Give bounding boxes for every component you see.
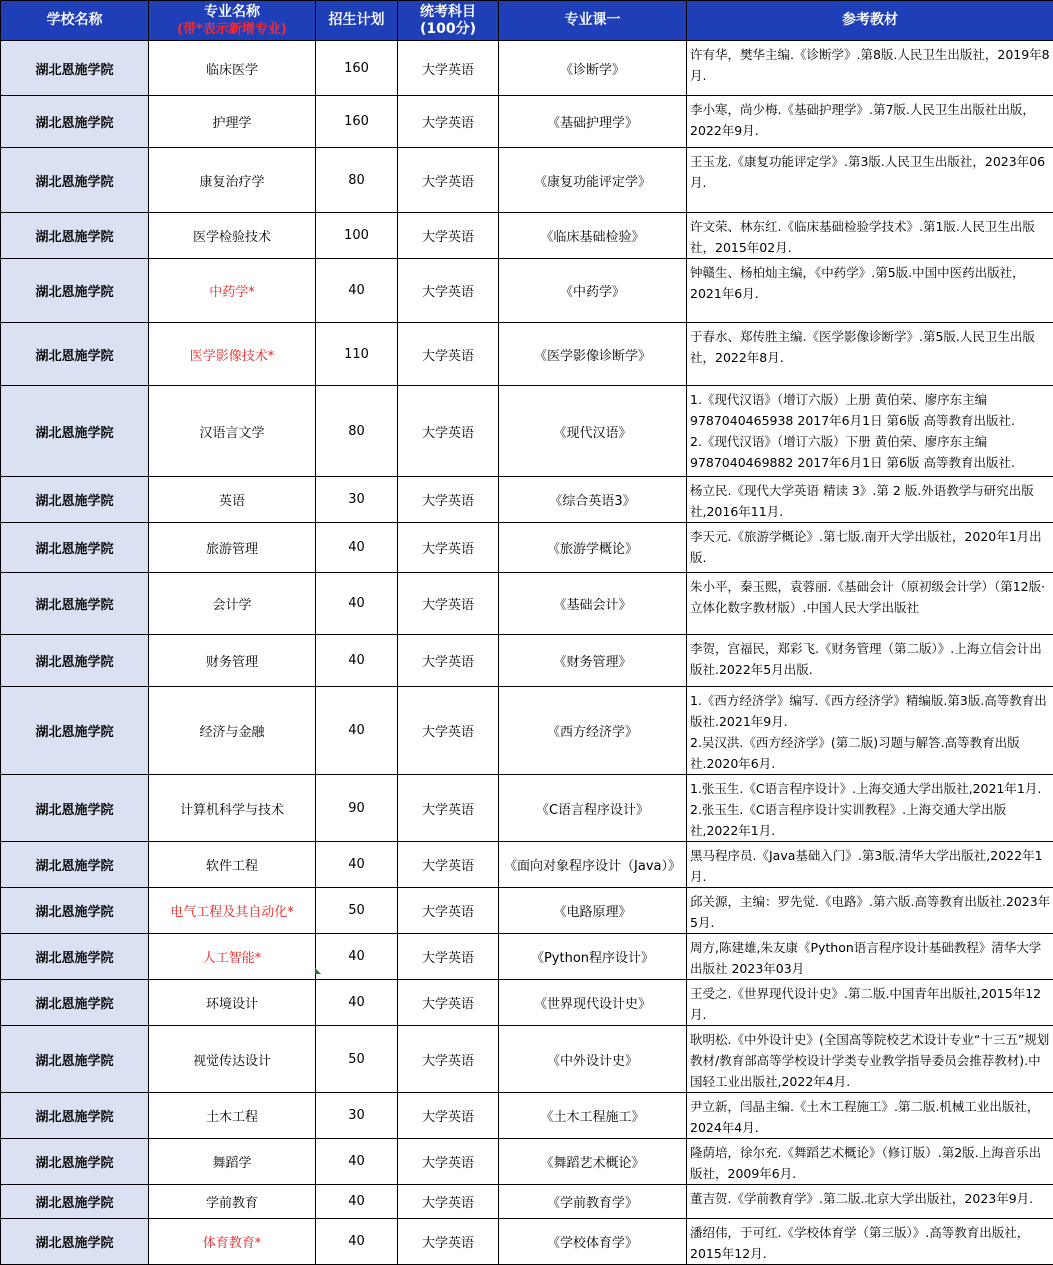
major-cell: 舞蹈学 (149, 1139, 316, 1185)
major-cell: 英语 (149, 477, 316, 523)
school-cell: 湖北恩施学院 (1, 323, 149, 386)
plan-cell: 40 (316, 934, 398, 980)
course-cell: 《中药学》 (499, 259, 687, 323)
header-books: 参考教材 (687, 1, 1053, 41)
course-cell: 《C语言程序设计》 (499, 775, 687, 842)
school-cell: 湖北恩施学院 (1, 687, 149, 775)
header-major-label: 专业名称 (204, 4, 260, 20)
plan-cell: 80 (316, 386, 398, 477)
books-cell: 1.张玉生.《C语言程序设计》.上海交通大学出版社,2021年1月. 2.张玉生.《C语言程序设计实训教程》.上海交通大学出版社,2022年1月. (687, 775, 1053, 842)
major-cell: 软件工程 (149, 842, 316, 888)
plan-cell: 40 (316, 1139, 398, 1185)
plan-cell: 40 (316, 635, 398, 687)
plan-cell: 50 (316, 1026, 398, 1093)
school-cell: 湖北恩施学院 (1, 1139, 149, 1185)
school-cell: 湖北恩施学院 (1, 386, 149, 477)
plan-cell: 110 (316, 323, 398, 386)
exam-cell: 大学英语 (398, 934, 499, 980)
major-cell: 会计学 (149, 573, 316, 635)
major-cell: 体育教育* (149, 1219, 316, 1265)
major-cell: 中药学* (149, 259, 316, 323)
books-cell: 周方,陈建雄,朱友康《Python语言程序设计基础教程》清华大学出版社 2023年03月 (687, 934, 1053, 980)
course-cell: 《综合英语3》 (499, 477, 687, 523)
school-cell: 湖北恩施学院 (1, 148, 149, 213)
header-school: 学校名称 (1, 1, 149, 41)
books-cell: 王玉龙.《康复功能评定学》.第3版.人民卫生出版社，2023年06月. (687, 148, 1053, 213)
major-cell: 医学检验技术 (149, 213, 316, 259)
books-cell: 邱关源，主编：罗先觉.《电路》.第六版.高等教育出版社.2023年5月. (687, 888, 1053, 934)
books-cell: 许文荣、林东红.《临床基础检验学技术》.第1版.人民卫生出版社，2015年02月. (687, 213, 1053, 259)
books-cell: 杨立民.《现代大学英语 精读 3》.第 2 版.外语教学与研究出版社,2016年11月. (687, 477, 1053, 523)
major-cell: 护理学 (149, 96, 316, 148)
school-cell: 湖北恩施学院 (1, 934, 149, 980)
plan-cell: 90 (316, 775, 398, 842)
table-row (1, 1219, 1053, 1265)
header-row (1, 1, 1053, 41)
exam-cell: 大学英语 (398, 1026, 499, 1093)
exam-cell: 大学英语 (398, 1219, 499, 1265)
plan-cell: 40 (316, 687, 398, 775)
major-cell: 财务管理 (149, 635, 316, 687)
course-cell: 《学前教育学》 (499, 1185, 687, 1219)
exam-cell: 大学英语 (398, 477, 499, 523)
table-row (1, 980, 1053, 1026)
plan-cell: 50 (316, 888, 398, 934)
table-row (1, 888, 1053, 934)
books-cell: 朱小平，秦玉熙，袁蓉丽.《基础会计（原初级会计学）（第12版·立体化数字教材版）.中国人民大学出版社 (687, 573, 1053, 635)
major-cell: 土木工程 (149, 1093, 316, 1139)
school-cell: 湖北恩施学院 (1, 1219, 149, 1265)
school-cell: 湖北恩施学院 (1, 842, 149, 888)
course-cell: 《土木工程施工》 (499, 1093, 687, 1139)
plan-cell: 100 (316, 213, 398, 259)
header-exam-score: (100分) (398, 21, 498, 38)
major-cell: 电气工程及其自动化* (149, 888, 316, 934)
exam-cell: 大学英语 (398, 1093, 499, 1139)
exam-cell: 大学英语 (398, 1185, 499, 1219)
course-cell: 《Python程序设计》 (499, 934, 687, 980)
course-cell: 《现代汉语》 (499, 386, 687, 477)
table-row (1, 323, 1053, 386)
course-cell: 《基础会计》 (499, 573, 687, 635)
plan-cell: 40 (316, 523, 398, 573)
exam-cell: 大学英语 (398, 1139, 499, 1185)
table-row (1, 775, 1053, 842)
table-row (1, 523, 1053, 573)
header-exam (398, 1, 499, 41)
table-row (1, 41, 1053, 96)
exam-cell: 大学英语 (398, 41, 499, 96)
table-row (1, 213, 1053, 259)
books-cell: 李小寒，尚少梅.《基础护理学》.第7版.人民卫生出版社出版，2022年9月. (687, 96, 1053, 148)
plan-cell: 40 (316, 1219, 398, 1265)
exam-cell: 大学英语 (398, 259, 499, 323)
course-cell: 《中外设计史》 (499, 1026, 687, 1093)
school-cell: 湖北恩施学院 (1, 523, 149, 573)
exam-cell: 大学英语 (398, 842, 499, 888)
plan-cell: 40 (316, 573, 398, 635)
plan-cell: 30 (316, 1093, 398, 1139)
course-cell: 《学校体育学》 (499, 1219, 687, 1265)
school-cell: 湖北恩施学院 (1, 1093, 149, 1139)
table-body (1, 41, 1053, 1265)
books-cell: 于春水、郑传胜主编.《医学影像诊断学》.第5版.人民卫生出版社，2022年8月. (687, 323, 1053, 386)
books-cell: 王受之.《世界现代设计史》.第二版.中国青年出版社,2015年12月. (687, 980, 1053, 1026)
course-cell: 《基础护理学》 (499, 96, 687, 148)
course-cell: 《面向对象程序设计（Java）》 (499, 842, 687, 888)
exam-cell: 大学英语 (398, 635, 499, 687)
course-cell: 《西方经济学》 (499, 687, 687, 775)
exam-cell: 大学英语 (398, 148, 499, 213)
course-cell: 《诊断学》 (499, 41, 687, 96)
major-cell: 医学影像技术* (149, 323, 316, 386)
table-row (1, 148, 1053, 213)
plan-cell: 40 (316, 1185, 398, 1219)
table-row (1, 477, 1053, 523)
cell-comment-marker (315, 968, 321, 974)
table-row (1, 687, 1053, 775)
school-cell: 湖北恩施学院 (1, 213, 149, 259)
plan-cell: 40 (316, 980, 398, 1026)
course-cell: 《临床基础检验》 (499, 213, 687, 259)
course-cell: 《旅游学概论》 (499, 523, 687, 573)
course-cell: 《财务管理》 (499, 635, 687, 687)
plan-cell: 160 (316, 96, 398, 148)
exam-cell: 大学英语 (398, 213, 499, 259)
course-cell: 《医学影像诊断学》 (499, 323, 687, 386)
major-cell: 汉语言文学 (149, 386, 316, 477)
table-row (1, 573, 1053, 635)
school-cell: 湖北恩施学院 (1, 477, 149, 523)
major-cell: 计算机科学与技术 (149, 775, 316, 842)
plan-cell: 40 (316, 259, 398, 323)
plan-cell: 40 (316, 842, 398, 888)
exam-cell: 大学英语 (398, 323, 499, 386)
table-row (1, 386, 1053, 477)
major-cell: 经济与金融 (149, 687, 316, 775)
plan-cell: 80 (316, 148, 398, 213)
course-cell: 《世界现代设计史》 (499, 980, 687, 1026)
exam-cell: 大学英语 (398, 573, 499, 635)
school-cell: 湖北恩施学院 (1, 888, 149, 934)
table-row (1, 1093, 1053, 1139)
major-cell: 环境设计 (149, 980, 316, 1026)
exam-cell: 大学英语 (398, 980, 499, 1026)
books-cell: 李天元.《旅游学概论》.第七版.南开大学出版社，2020年1月出版. (687, 523, 1053, 573)
header-exam-subject: 统考科目 (398, 4, 498, 21)
table-row (1, 259, 1053, 323)
header-major-note: (带*表示新增专业) (149, 21, 315, 38)
school-cell: 湖北恩施学院 (1, 41, 149, 96)
header-course: 专业课一 (499, 1, 687, 41)
school-cell: 湖北恩施学院 (1, 775, 149, 842)
books-cell: 潘绍伟，于可红.《学校体育学（第三版）》.高等教育出版社，2015年12月. (687, 1219, 1053, 1265)
header-plan: 招生计划 (316, 1, 398, 41)
books-cell: 钟赣生、杨柏灿主编，《中药学》.第5版.中国中医药出版社，2021年6月. (687, 259, 1053, 323)
major-cell: 康复治疗学 (149, 148, 316, 213)
major-cell: 旅游管理 (149, 523, 316, 573)
major-cell: 视觉传达设计 (149, 1026, 316, 1093)
table-row (1, 1139, 1053, 1185)
course-cell: 《电路原理》 (499, 888, 687, 934)
school-cell: 湖北恩施学院 (1, 980, 149, 1026)
plan-cell: 160 (316, 41, 398, 96)
school-cell: 湖北恩施学院 (1, 1026, 149, 1093)
books-cell: 李贺，宫福民，郑彩飞.《财务管理（第二版）》.上海立信会计出版社.2022年5月出版. (687, 635, 1053, 687)
table-row (1, 1026, 1053, 1093)
table-row (1, 1185, 1053, 1219)
school-cell: 湖北恩施学院 (1, 635, 149, 687)
books-cell: 隆荫培，徐尔充.《舞蹈艺术概论》（修订版）.第2版.上海音乐出版社，2009年6月. (687, 1139, 1053, 1185)
books-cell: 董吉贺.《学前教育学》.第二版.北京大学出版社，2023年9月. (687, 1185, 1053, 1219)
school-cell: 湖北恩施学院 (1, 1185, 149, 1219)
books-cell: 黑马程序员.《Java基础入门》.第3版.清华大学出版社,2022年1月. (687, 842, 1053, 888)
course-cell: 《舞蹈艺术概论》 (499, 1139, 687, 1185)
major-cell: 临床医学 (149, 41, 316, 96)
books-cell: 耿明松.《中外设计史》(全国高等院校艺术设计专业“十三五”规划教材/教育部高等学校设计学类专业教学指导委员会推荐教材).中国轻工业出版社,2022年4月. (687, 1026, 1053, 1093)
school-cell: 湖北恩施学院 (1, 259, 149, 323)
exam-cell: 大学英语 (398, 386, 499, 477)
header-major (149, 1, 316, 41)
books-cell: 1.《现代汉语》（增订六版）上册 黄伯荣、廖序东主编 9787040465938 2017年6月1日 第6版 高等教育出版社. 2.《现代汉语》（增订六版）下册 黄伯荣、廖序东主编 9787040469882 2017年6月1日 第6版 高等教育出版社. (687, 386, 1053, 477)
exam-cell: 大学英语 (398, 523, 499, 573)
exam-cell: 大学英语 (398, 687, 499, 775)
major-cell: 人工智能* (149, 934, 316, 980)
major-cell: 学前教育 (149, 1185, 316, 1219)
exam-cell: 大学英语 (398, 96, 499, 148)
table-row (1, 635, 1053, 687)
course-cell: 《康复功能评定学》 (499, 148, 687, 213)
school-cell: 湖北恩施学院 (1, 573, 149, 635)
table-row (1, 934, 1053, 980)
exam-cell: 大学英语 (398, 888, 499, 934)
table-row (1, 96, 1053, 148)
books-cell: 尹立新，闫晶主编.《土木工程施工》.第二版.机械工业出版社，2024年4月. (687, 1093, 1053, 1139)
table-row (1, 842, 1053, 888)
books-cell: 许有华，樊华主编.《诊断学》.第8版.人民卫生出版社，2019年8月. (687, 41, 1053, 96)
exam-cell: 大学英语 (398, 775, 499, 842)
books-cell: 1.《西方经济学》编写.《西方经济学》精编版.第3版.高等教育出版社.2021年9月. 2.吴汉洪.《西方经济学》(第二版)习题与解答.高等教育出版社.2020年6月. (687, 687, 1053, 775)
school-cell: 湖北恩施学院 (1, 96, 149, 148)
plan-cell: 30 (316, 477, 398, 523)
